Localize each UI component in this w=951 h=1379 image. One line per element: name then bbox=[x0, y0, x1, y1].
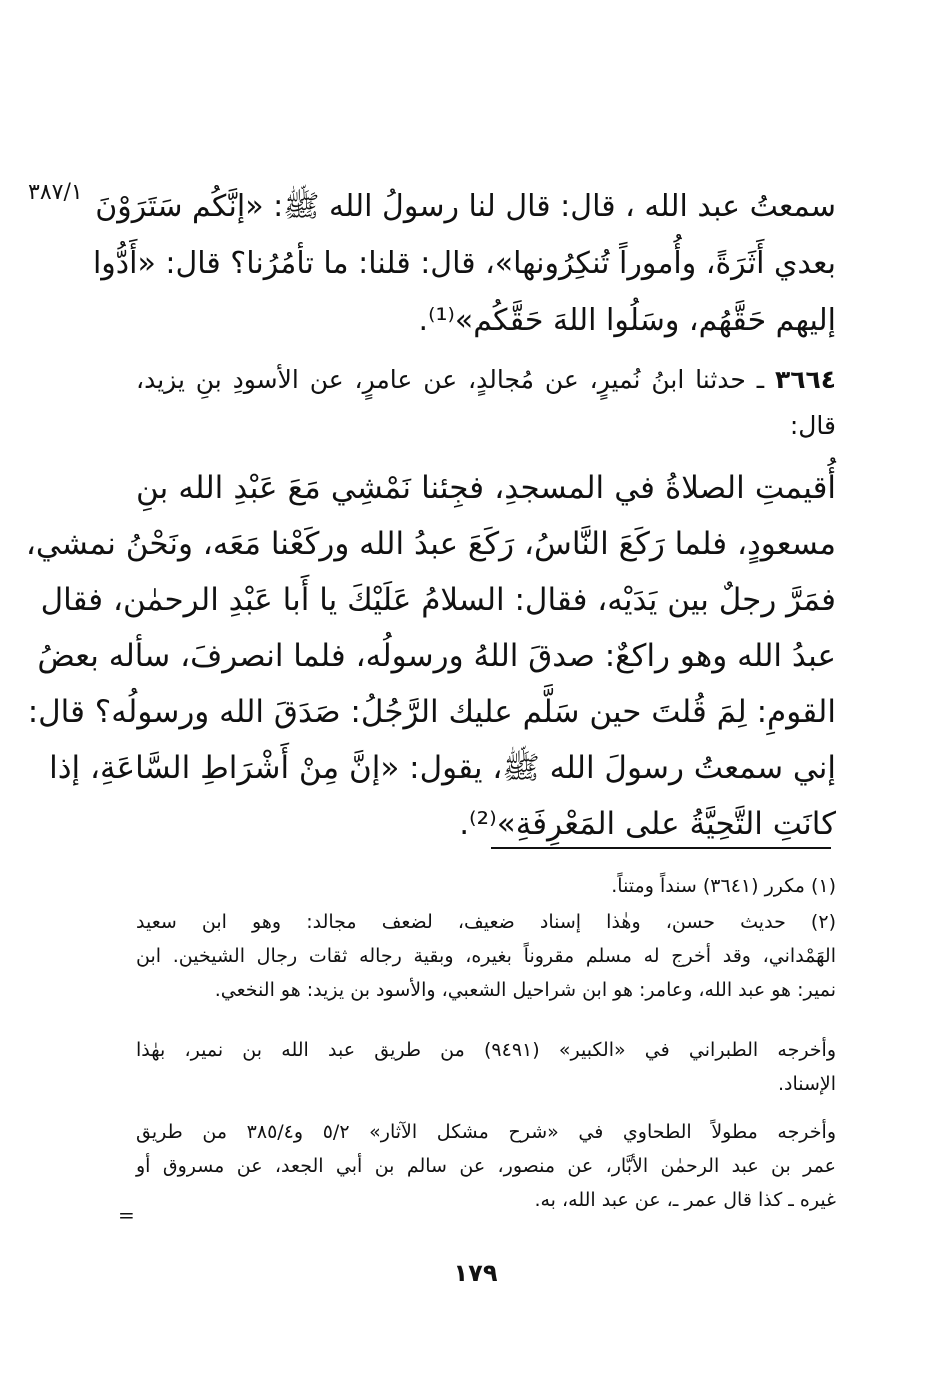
footnote-1 bbox=[136, 869, 836, 903]
isnad-line: قال: bbox=[789, 411, 836, 440]
text-line: سمعتُ عبد الله ، قال: قال لنا رسولُ الله ﷺ: «إنَّكُم سَتَرَوْنَ bbox=[95, 189, 836, 224]
continuation-mark: = bbox=[118, 1203, 135, 1227]
hadith-2-matn bbox=[25, 460, 836, 852]
hadith-2-isnad bbox=[136, 357, 836, 449]
text-line: إني سمعتُ رسولَ الله ﷺ، يقول: «إنَّ مِنْ أَشْرَاطِ السَّاعَةِ، إذا bbox=[49, 750, 836, 786]
page-number: ١٧٩ bbox=[453, 1259, 498, 1287]
text-line: فمَرَّ رجلٌ بين يَدَيْه، فقال: السلامُ عَلَيْكَ يا أَبا عَبْدِ الرحمٰن، فقال bbox=[40, 582, 836, 618]
text-line: مسعودٍ، فلما رَكَعَ النَّاسُ، رَكَعَ عبدُ الله وركَعْنا مَعَه، ونَحْنُ نمشي، bbox=[25, 526, 836, 562]
footnote-line: عمر بن عبد الرحمٰن الأبَّار، عن منصور، عن سالم بن أبي الجعد، عن مسروق أو bbox=[136, 1155, 836, 1177]
text-line: أُقيمتِ الصلاةُ في المسجدِ، فجِئنا نَمْشِي مَعَ عَبْدِ الله بنِ bbox=[136, 470, 836, 506]
footnote-line: الهَمْداني، وقد أخرج له مسلم مقروناً بغيره، وبقية رجاله ثقات رجال الشيخين. ابن bbox=[136, 945, 836, 967]
footnote-line: وأخرجه مطولاً الطحاوي في «شرح مشكل الآثار» ٥/٢ و٣٨٥/٤ من طريق bbox=[136, 1121, 836, 1143]
footnote-line: (١) مكرر (٣٦٤١) سنداً ومتناً. bbox=[611, 875, 836, 897]
footnote-line: غيره ـ كذا قال عمر ـ، عن عبد الله، به. bbox=[534, 1189, 836, 1211]
footnote-line: نمير: هو عبد الله، وعامر: هو ابن شراحيل الشعبي، والأسود بن يزيد: هو النخعي. bbox=[214, 979, 836, 1001]
footnote-line: وأخرجه الطبراني في «الكبير» (٩٤٩١) من طريق عبد الله بن نمير، بهٰذا bbox=[136, 1039, 837, 1061]
footnote-line: الإسناد. bbox=[777, 1073, 836, 1095]
text-line: القومِ: لِمَ قُلتَ حين سَلَّم عليك الرَّجُلُ: صَدَقَ الله ورسولُه؟ قال: bbox=[27, 694, 836, 730]
footnote-separator bbox=[491, 847, 831, 849]
text-line: كانَتِ التَّحِيَّةُ على المَعْرِفَةِ»⁽²⁾. bbox=[459, 806, 836, 842]
hadith-1-text bbox=[92, 178, 836, 349]
isnad-line: ـ حدثنا ابنُ نُميرٍ، عن مُجالدٍ، عن عامرٍ، عن الأسودِ بنِ يزيد، bbox=[136, 365, 765, 394]
footnote-line: (٢) حديث حسن، وهٰذا إسناد ضعيف، لضعف مجالد: وهو ابن سعيد bbox=[136, 911, 836, 933]
volume-page-reference: ٣٨٧/١ bbox=[28, 180, 83, 205]
footnote-2-tabarani bbox=[136, 1033, 836, 1101]
hadith-number: ٣٦٦٤ bbox=[774, 365, 836, 394]
footnote-2 bbox=[136, 905, 836, 1007]
footnote-2-tahawi bbox=[136, 1115, 836, 1217]
text-line: بعدي أَثَرَةً، وأُموراً تُنكِرُونها»، قال: قلنا: ما تأمُرُنا؟ قال: «أَدُّوا bbox=[92, 246, 836, 281]
text-line: إليهم حَقَّهُم، وسَلُوا اللهَ حَقَّكُم»⁽¹⁾. bbox=[418, 303, 836, 338]
text-line: عبدُ الله وهو راكعٌ: صدقَ اللهُ ورسولُه، فلما انصرفَ، سأله بعضُ bbox=[37, 638, 836, 674]
